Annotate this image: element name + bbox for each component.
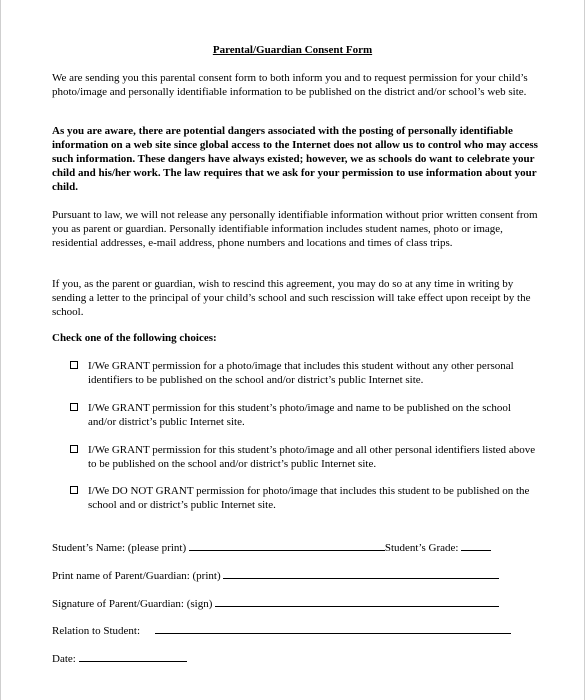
parent-name-line[interactable] — [223, 568, 499, 579]
student-name-line[interactable] — [189, 540, 385, 551]
date-label: Date: — [52, 653, 76, 665]
student-name-label: Student’s Name: (please print) — [52, 542, 187, 554]
checkbox[interactable] — [70, 445, 78, 453]
signature-line[interactable] — [215, 596, 499, 607]
signature-row — [52, 596, 499, 610]
choice-label: I/We GRANT permission for a photo/image that includes this student without any other personal identifiers to be published on the school and/or district’s public Internet site. — [88, 360, 514, 386]
student-grade-line[interactable] — [461, 540, 491, 551]
checkbox[interactable] — [70, 486, 78, 494]
date-line[interactable] — [79, 651, 187, 662]
choice-item — [70, 401, 540, 429]
relation-line[interactable] — [155, 623, 511, 634]
relation-row — [52, 623, 511, 637]
choice-label: I/We DO NOT GRANT permission for photo/image that includes this student to be published on the school and or district’s public Internet site. — [88, 485, 530, 511]
choice-item — [70, 484, 540, 512]
intro-paragraph: We are sending you this parental consent form to both inform you and to request permission for your child’s photo/image and personally identifiable information to be published on the district and/or school’s web site. — [52, 72, 528, 98]
choice-label: I/We GRANT permission for this student’s photo/image and name to be published on the school and/or district’s public Internet site. — [88, 402, 511, 428]
form-title: Parental/Guardian Consent Form — [212, 44, 373, 56]
choice-label: I/We GRANT permission for this student’s photo/image and all other personal identifiers listed above to be published on the school and/or district’s public Internet site. — [88, 444, 536, 470]
parent-name-label: Print name of Parent/Guardian: (print) — [52, 570, 221, 582]
date-row — [52, 651, 187, 665]
student-grade-label: Student’s Grade: — [384, 542, 459, 554]
parent-name-row — [52, 568, 499, 582]
relation-label: Relation to Student: — [52, 625, 140, 637]
checkbox[interactable] — [70, 361, 78, 369]
dangers-paragraph: As you are aware, there are potential dangers associated with the posting of personally identifiable information on a web site since global access to the Internet does not allow us to control who may access such information. These dangers have always existed; however, we as schools do want to celebrate your child and his/her work. The law requires that we ask for your permission to use information about your child. — [52, 125, 538, 193]
rescind-paragraph: If you, as the parent or guardian, wish to rescind this agreement, you may do so at any time in writing by sending a letter to the principal of your child’s school and such rescission will take effect upon receipt by the school. — [52, 278, 531, 318]
student-name-row — [52, 540, 491, 554]
choice-item — [70, 359, 540, 387]
law-paragraph: Pursuant to law, we will not release any personally identifiable information without prior written consent from you as parent or guardian. Personally identifiable information includes student names, photo or image, residential addresses, e-mail address, phone numbers and locations and times of class trips. — [52, 209, 538, 249]
choice-item — [70, 443, 540, 471]
checkbox[interactable] — [70, 403, 78, 411]
choices-heading: Check one of the following choices: — [52, 332, 217, 344]
signature-label: Signature of Parent/Guardian: (sign) — [52, 598, 213, 610]
